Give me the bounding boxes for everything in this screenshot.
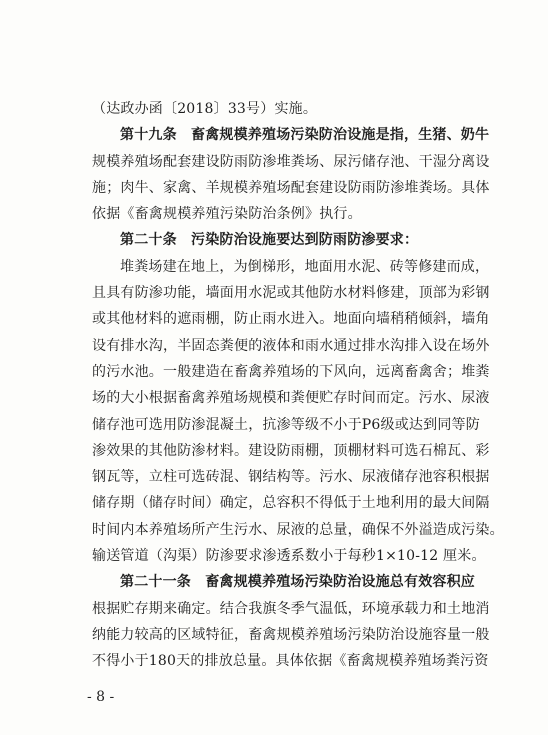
text-line: 不得小于180天的排放总量。具体依据《畜禽规模养殖场粪污资 <box>92 653 489 670</box>
text-line: （达政办函〔2018〕33号）实施。 <box>92 101 318 117</box>
text-line: 根据贮存期来确定。结合我旗冬季气温低，环境承载力和土地消 <box>92 600 490 617</box>
article-20-heading-line: 第二十条 污染防治设施要达到防雨防渗要求： <box>120 232 419 249</box>
article-21-heading-line: 第二十一条 畜禽规模养殖场污染防治设施总有效容积应 <box>120 574 475 591</box>
text-line: 施；肉牛、家禽、羊规模养殖场配套建设防雨防渗堆粪场。具体 <box>92 179 490 196</box>
text-line: 储存池可选用防渗混凝土，抗渗等级不小于P6级或达到同等防 <box>92 416 480 433</box>
body-text <box>92 96 504 675</box>
text-line: 纳能力较高的区域特征，畜禽规模养殖场污染防治设施容量一般 <box>92 626 490 643</box>
text-line: 的污水池。一般建造在畜禽养殖场的下风向，远离畜禽舍；堆粪 <box>92 363 490 380</box>
text-line: 渗效果的其他防渗材料。建设防雨棚，顶棚材料可选石棉瓦、彩 <box>92 442 490 459</box>
text-line: 储存期（储存时间）确定，总容积不得低于土地利用的最大间隔 <box>92 495 490 512</box>
text-line: 时间内本养殖场所产生污水、尿液的总量，确保不外溢造成污染。 <box>92 521 504 538</box>
page-number: - 8 - <box>87 689 115 705</box>
text-line: 且具有防渗功能，墙面用水泥或其他防水材料修建，顶部为彩钢 <box>92 285 490 302</box>
text-line: 场的大小根据畜禽养殖场规模和粪便贮存时间而定。污水、尿液 <box>92 390 490 407</box>
paragraph-start-line: 堆粪场建在地上，为倒梯形，地面用水泥、砖等修建而成， <box>120 258 490 275</box>
text-line: 规模养殖场配套建设防雨防渗堆粪场、尿污储存池、干湿分离设 <box>92 153 490 170</box>
text-line: 钢瓦等，立柱可选砖混、钢结构等。污水、尿液储存池容积根据 <box>92 469 490 486</box>
article-19-heading-line: 第十九条 畜禽规模养殖场污染防治设施是指，生猪、奶牛 <box>120 127 490 144</box>
text-line: 依据《畜禽规模养殖污染防治条例》执行。 <box>92 206 362 223</box>
text-line: 设有排水沟，半固态粪便的液体和雨水通过排水沟排入设在场外 <box>92 337 490 354</box>
text-line: 或其他材料的遮雨棚，防止雨水进入。地面向墙稍稍倾斜，墙角 <box>92 311 490 328</box>
text-line: 输送管道（沟渠）防渗要求渗透系数小于每秒1×10-12 厘米。 <box>92 548 486 565</box>
